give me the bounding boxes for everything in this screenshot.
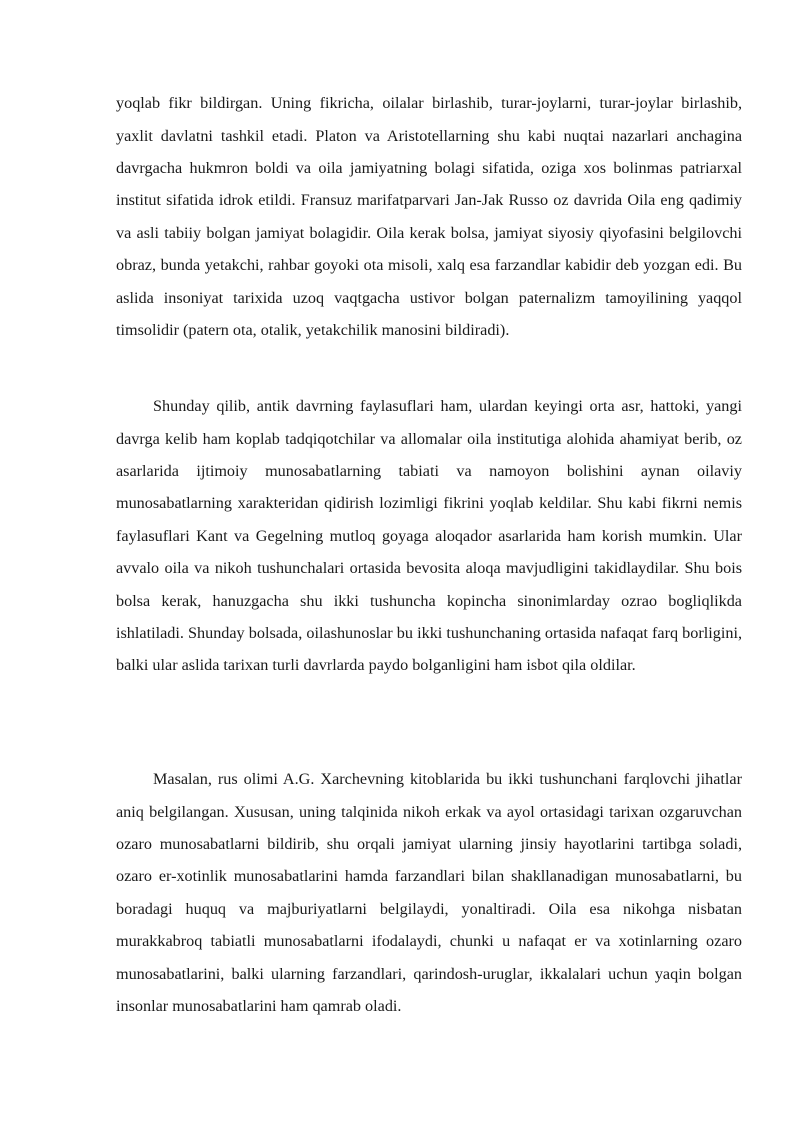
- paragraph-2: Shunday qilib, antik davrning faylasuflari ham, ulardan keyingi orta asr, hattoki, yangi davrga kelib ham koplab tadqiqotchilar va allomalar oila institutiga alohida ahamiyat berib, oz asarlarida ijtimoiy munosabatlarning tabiati va namoyon bolishini aynan oilaviy munosabatlarning xarakteridan qidirish lozimligi fikrini yoqlab keldilar. Shu kabi fikrni nemis faylasuflari Kant va Gegelning mutloq goyaga aloqador asarlarida ham korish mumkin. Ular avvalo oila va nikoh tushunchalari ortasida bevosita aloqa mavjudligini takidlaydilar. Shu bois bolsa kerak, hanuzgacha shu ikki tushuncha kopincha sinonimlarday ozrao bogliqlikda ishlatiladi. Shunday bolsada, oilashunoslar bu ikki tushunchaning ortasida nafaqat farq borligini, balki ular aslida tarixan turli davrlarda paydo bolganligini ham isbot qila oldilar.: [116, 397, 742, 675]
- paragraph-1: yoqlab fikr bildirgan. Uning fikricha, oilalar birlashib, turar-joylarni, turar-joylar birlashib, yaxlit davlatni tashkil etadi. Platon va Aristotellarning shu kabi nuqtai nazarlari anchagina davrgacha hukmron boldi va oila jamiyatning bolagi sifatida, oziga xos bolinmas patriarxal institut sifatida idrok etildi. Fransuz marifatparvari Jan-Jak Russo oz davrida Oila eng qadimiy va asli tabiiy bolgan jamiyat bolagidir. Oila kerak bolsa, jamiyat siyosiy qiyofasini belgilovchi obraz, bunda yetakchi, rahbar goyoki ota misoli, xalq esa farzandlar kabidir deb yozgan edi. Bu aslida insoniyat tarixida uzoq vaqtgacha ustivor bolgan paternalizm tamoyilining yaqqol timsolidir (patern ota, otalik, yetakchilik manosini bildiradi).: [116, 94, 742, 340]
- paragraph-3: Masalan, rus olimi A.G. Xarchevning kitoblarida bu ikki tushunchani farqlovchi jihatlar aniq belgilangan. Xususan, uning talqinida nikoh erkak va ayol ortasidagi tarixan ozgaruvchan ozaro munosabatlarni bildirib, shu orqali jamiyat ularning jinsiy hayotlarini tartibga soladi, ozaro er-xotinlik munosabatlarini hamda farzandlari bilan shakllanadigan munosabatlarni, bu boradagi huquq va majburiyatlarni belgilaydi, yonaltiradi. Oila esa nikohga nisbatan murakkabroq tabiatli munosabatlarni ifodalaydi, chunki u nafaqat er va xotinlarning ozaro munosabatlarini, balki ularning farzandlari, qarindosh-uruglar, ikkalalari uchun yaqin bolgan insonlar munosabatlarini ham qamrab oladi.: [116, 770, 742, 1016]
